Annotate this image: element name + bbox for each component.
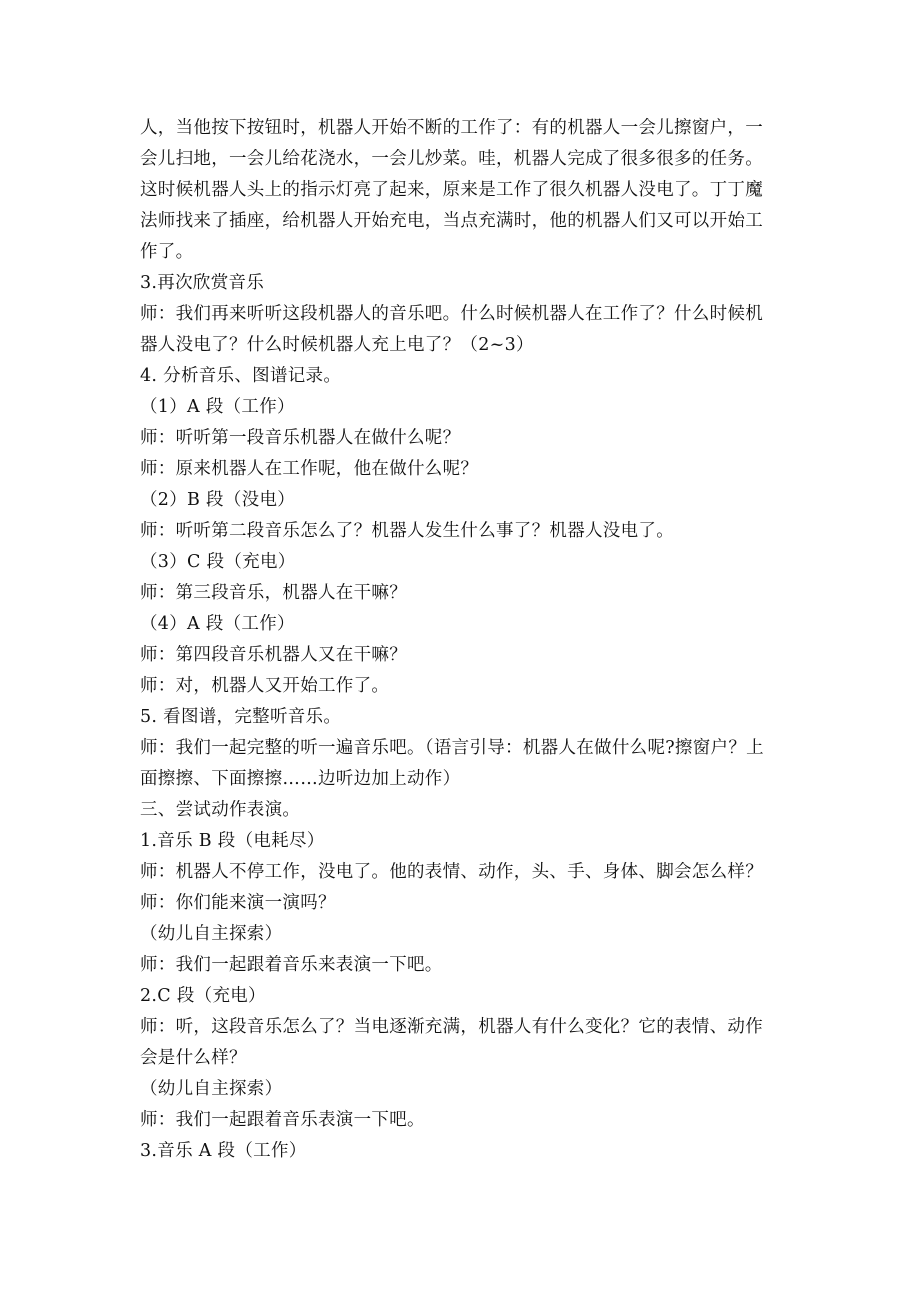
text-line: 师：我们一起跟着音乐表演一下吧。	[140, 1110, 425, 1130]
text-line: 师：第四段音乐机器人又在干嘛？	[140, 645, 407, 665]
subsection-heading: （4）A 段（工作）	[140, 614, 295, 634]
section-heading: 三、尝试动作表演。	[140, 800, 301, 820]
text-line: 师：机器人不停工作，没电了。他的表情、动作，头、手、身体、脚会怎么样？	[140, 862, 763, 882]
section-heading: 5. 看图谱，完整听音乐。	[140, 707, 342, 727]
text-line: （幼儿自主探索）	[140, 1079, 283, 1099]
text-line: 师：对，机器人又开始工作了。	[140, 676, 390, 696]
text-line: 会是什么样？	[140, 1048, 247, 1068]
text-line: 人，当他按下按钮时，机器人开始不断的工作了：有的机器人一会儿擦窗户，一	[140, 118, 763, 138]
text-line: （幼儿自主探索）	[140, 924, 283, 944]
text-line: 师：我们一起完整的听一遍音乐吧。（语言引导：机器人在做什么呢?擦窗户？上	[140, 738, 764, 758]
text-line: 师：第三段音乐，机器人在干嘛？	[140, 583, 407, 603]
subsection-heading: （1）A 段（工作）	[140, 397, 295, 417]
text-line: 师：你们能来演一演吗？	[140, 893, 336, 913]
section-heading: 4. 分析音乐、图谱记录。	[140, 366, 342, 386]
text-line: 师：听听第二段音乐怎么了？机器人发生什么事了？机器人没电了。	[140, 521, 674, 541]
text-line: 师：听听第一段音乐机器人在做什么呢？	[140, 428, 461, 448]
text-line: 器人没电了？什么时候机器人充上电了？（2~3）	[140, 335, 534, 355]
subsection-heading: 1.音乐 B 段（电耗尽）	[140, 831, 325, 851]
text-line: 师：听，这段音乐怎么了？当电逐渐充满，机器人有什么变化？它的表情、动作	[140, 1017, 763, 1037]
text-line: 这时候机器人头上的指示灯亮了起来，原来是工作了很久机器人没电了。丁丁魔	[140, 180, 763, 200]
subsection-heading: 3.音乐 A 段（工作）	[140, 1141, 307, 1161]
text-line: 会儿扫地，一会儿给花浇水，一会儿炒菜。哇，机器人完成了很多很多的任务。	[140, 149, 763, 169]
document-body	[140, 113, 790, 1167]
text-line: 师：我们一起跟着音乐来表演一下吧。	[140, 955, 443, 975]
subsection-heading: （3）C 段（充电）	[140, 552, 296, 572]
text-line: 作了。	[140, 242, 194, 262]
subsection-heading: （2）B 段（没电）	[140, 490, 296, 510]
section-heading: 3.再次欣赏音乐	[140, 273, 265, 293]
text-line: 师：原来机器人在工作呢，他在做什么呢？	[140, 459, 479, 479]
text-line: 面擦擦、下面擦擦……边听边加上动作）	[140, 769, 461, 789]
text-line: 师：我们再来听听这段机器人的音乐吧。什么时候机器人在工作了？什么时候机	[140, 304, 763, 324]
subsection-heading: 2.C 段（充电）	[140, 986, 266, 1006]
text-line: 法师找来了插座，给机器人开始充电，当点充满时，他的机器人们又可以开始工	[140, 211, 763, 231]
